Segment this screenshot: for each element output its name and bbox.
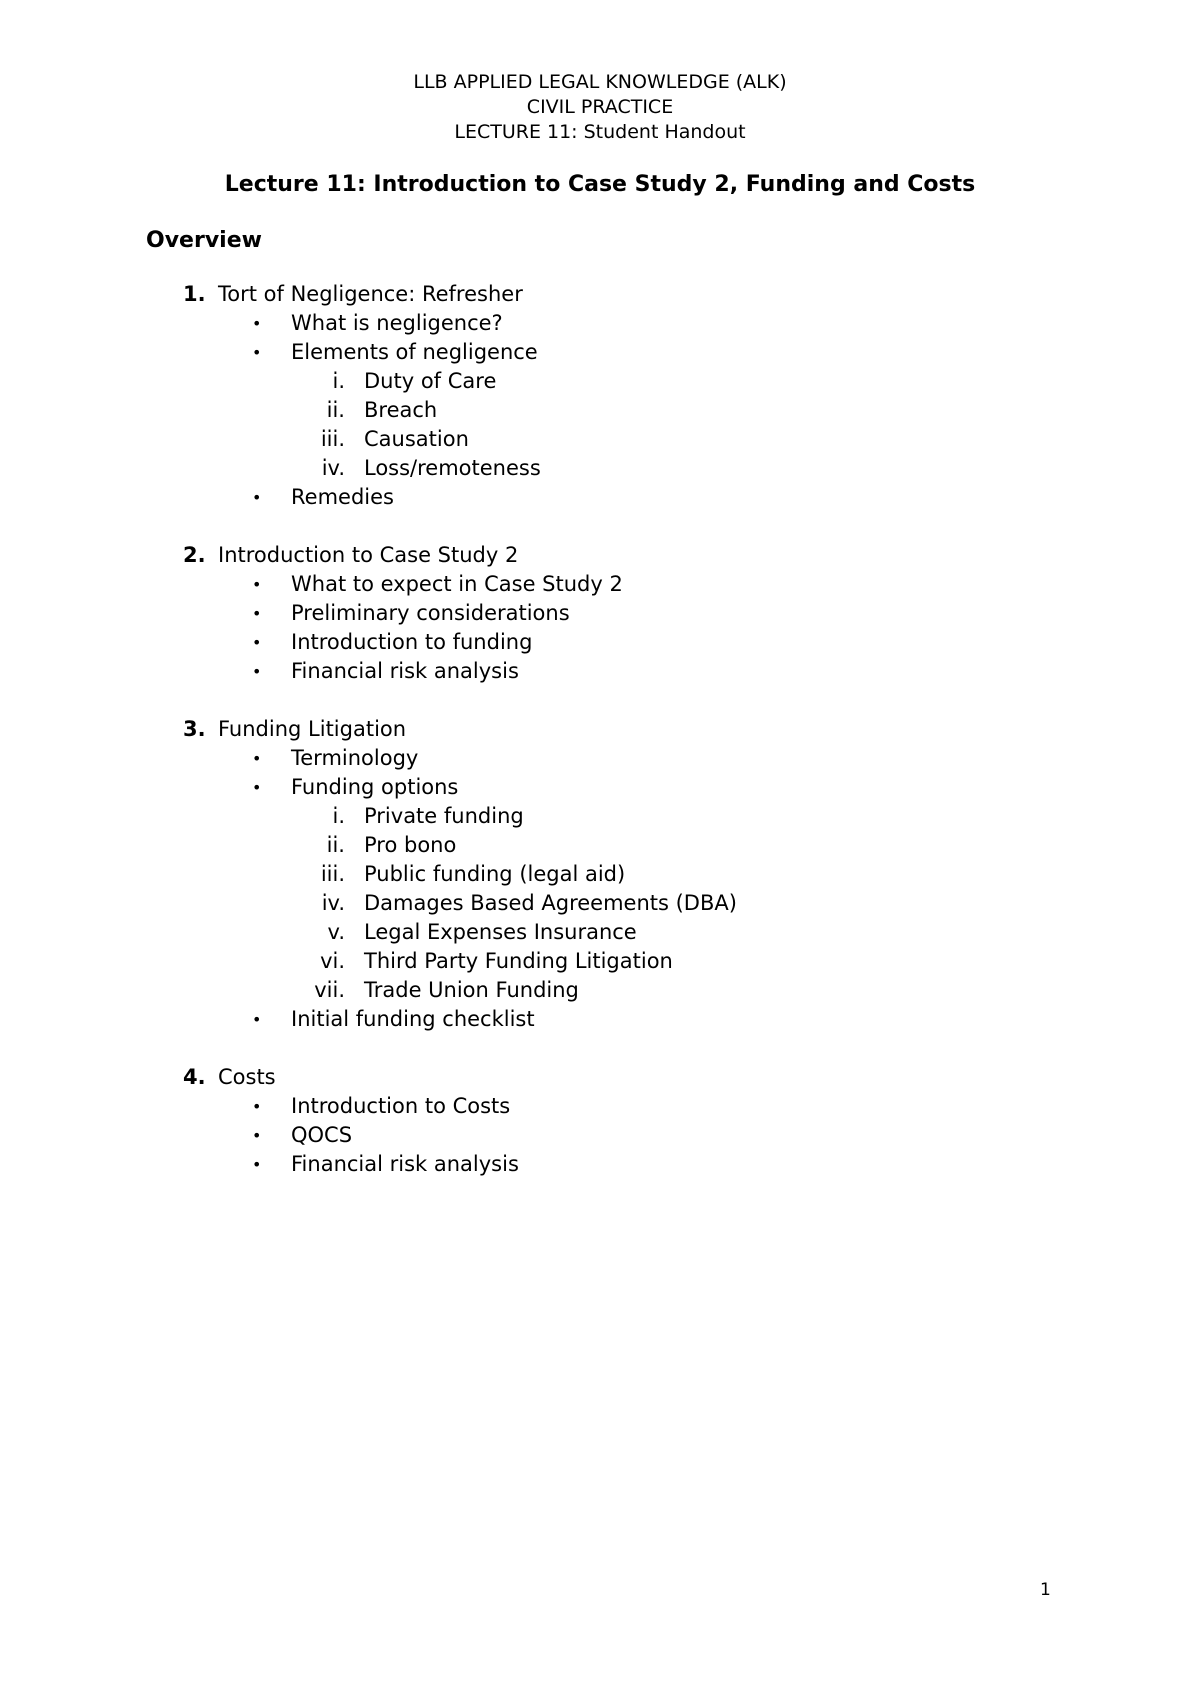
roman-numeral: i.: [332, 369, 345, 393]
list-item: [0, 628, 1200, 657]
sub-list-item: [0, 367, 1200, 396]
sub-list-item: [0, 976, 1200, 1005]
roman-numeral: iii.: [320, 427, 345, 451]
roman-numeral: vii.: [314, 978, 345, 1002]
bullet-icon: •: [252, 633, 262, 652]
list-item: [0, 744, 1200, 773]
sub-list-item: [0, 454, 1200, 483]
list-item: [0, 338, 1200, 367]
roman-numeral: iv.: [321, 456, 345, 480]
sub-list-item: [0, 947, 1200, 976]
header-course: LLB APPLIED LEGAL KNOWLEDGE (ALK): [413, 71, 787, 93]
section-number: 1.: [183, 282, 206, 306]
list-item: [0, 1150, 1200, 1179]
bullet-text: What is negligence?: [291, 311, 503, 335]
section-2: [0, 541, 1200, 686]
bullet-icon: •: [252, 1155, 262, 1174]
section-title: Funding Litigation: [218, 717, 407, 741]
sub-list-item: [0, 396, 1200, 425]
header-lecture: LECTURE 11: Student Handout: [454, 121, 746, 143]
sub-list-item: [0, 918, 1200, 947]
section-4: [0, 1063, 1200, 1179]
bullet-icon: •: [252, 1010, 262, 1029]
list-item: [0, 1121, 1200, 1150]
sub-item-text: Causation: [364, 427, 469, 451]
sub-item-text: Private funding: [364, 804, 524, 828]
overview-outline: [0, 280, 1200, 1208]
list-item: [0, 773, 1200, 802]
roman-numeral: i.: [332, 804, 345, 828]
bullet-text: Elements of negligence: [291, 340, 538, 364]
sub-list-item: [0, 860, 1200, 889]
section-heading: [0, 541, 1200, 570]
bullet-text: Funding options: [291, 775, 459, 799]
bullet-text: Terminology: [291, 746, 419, 770]
section-3: [0, 715, 1200, 1034]
sub-item-text: Trade Union Funding: [364, 978, 579, 1002]
sub-item-text: Public funding (legal aid): [364, 862, 626, 886]
bullet-icon: •: [252, 778, 262, 797]
page-title: Lecture 11: Introduction to Case Study 2, Funding and Costs: [224, 172, 976, 197]
section-number: 2.: [183, 543, 206, 567]
overview-heading: Overview: [146, 228, 262, 253]
section-number: 3.: [183, 717, 206, 741]
section-number: 4.: [183, 1065, 206, 1089]
bullet-icon: •: [252, 1097, 262, 1116]
bullet-text: Introduction to funding: [291, 630, 533, 654]
roman-numeral: iii.: [320, 862, 345, 886]
bullet-text: QOCS: [291, 1123, 353, 1147]
bullet-text: Financial risk analysis: [291, 659, 519, 683]
sub-list-item: [0, 802, 1200, 831]
section-title: Introduction to Case Study 2: [218, 543, 519, 567]
bullet-icon: •: [252, 488, 262, 507]
page-number: 1: [1040, 1580, 1051, 1600]
roman-numeral: ii.: [326, 398, 345, 422]
bullet-text: What to expect in Case Study 2: [291, 572, 623, 596]
bullet-icon: •: [252, 604, 262, 623]
section-title: Costs: [218, 1065, 276, 1089]
sub-list-item: [0, 831, 1200, 860]
header-module: CIVIL PRACTICE: [526, 96, 674, 118]
sub-item-text: Pro bono: [364, 833, 457, 857]
section-title: Tort of Negligence: Refresher: [218, 282, 523, 306]
sub-item-text: Duty of Care: [364, 369, 497, 393]
bullet-icon: •: [252, 662, 262, 681]
sub-item-text: Loss/remoteness: [364, 456, 541, 480]
bullet-icon: •: [252, 749, 262, 768]
bullet-icon: •: [252, 343, 262, 362]
section-heading: [0, 280, 1200, 309]
section-heading: [0, 1063, 1200, 1092]
list-item: [0, 483, 1200, 512]
list-item: [0, 599, 1200, 628]
bullet-text: Preliminary considerations: [291, 601, 570, 625]
sub-item-text: Damages Based Agreements (DBA): [364, 891, 737, 915]
list-item: [0, 1005, 1200, 1034]
list-item: [0, 309, 1200, 338]
sub-list-item: [0, 889, 1200, 918]
section-1: [0, 280, 1200, 512]
list-item: [0, 570, 1200, 599]
sub-item-text: Legal Expenses Insurance: [364, 920, 637, 944]
roman-numeral: ii.: [326, 833, 345, 857]
bullet-text: Initial funding checklist: [291, 1007, 535, 1031]
bullet-text: Financial risk analysis: [291, 1152, 519, 1176]
bullet-icon: •: [252, 575, 262, 594]
sub-item-text: Third Party Funding Litigation: [364, 949, 673, 973]
bullet-icon: •: [252, 1126, 262, 1145]
list-item: [0, 657, 1200, 686]
list-item: [0, 1092, 1200, 1121]
section-heading: [0, 715, 1200, 744]
document-header: [0, 70, 1200, 145]
sub-item-text: Breach: [364, 398, 438, 422]
bullet-text: Remedies: [291, 485, 394, 509]
bullet-icon: •: [252, 314, 262, 333]
sub-list-item: [0, 425, 1200, 454]
roman-numeral: vi.: [320, 949, 345, 973]
bullet-text: Introduction to Costs: [291, 1094, 511, 1118]
roman-numeral: iv.: [321, 891, 345, 915]
roman-numeral: v.: [327, 920, 345, 944]
